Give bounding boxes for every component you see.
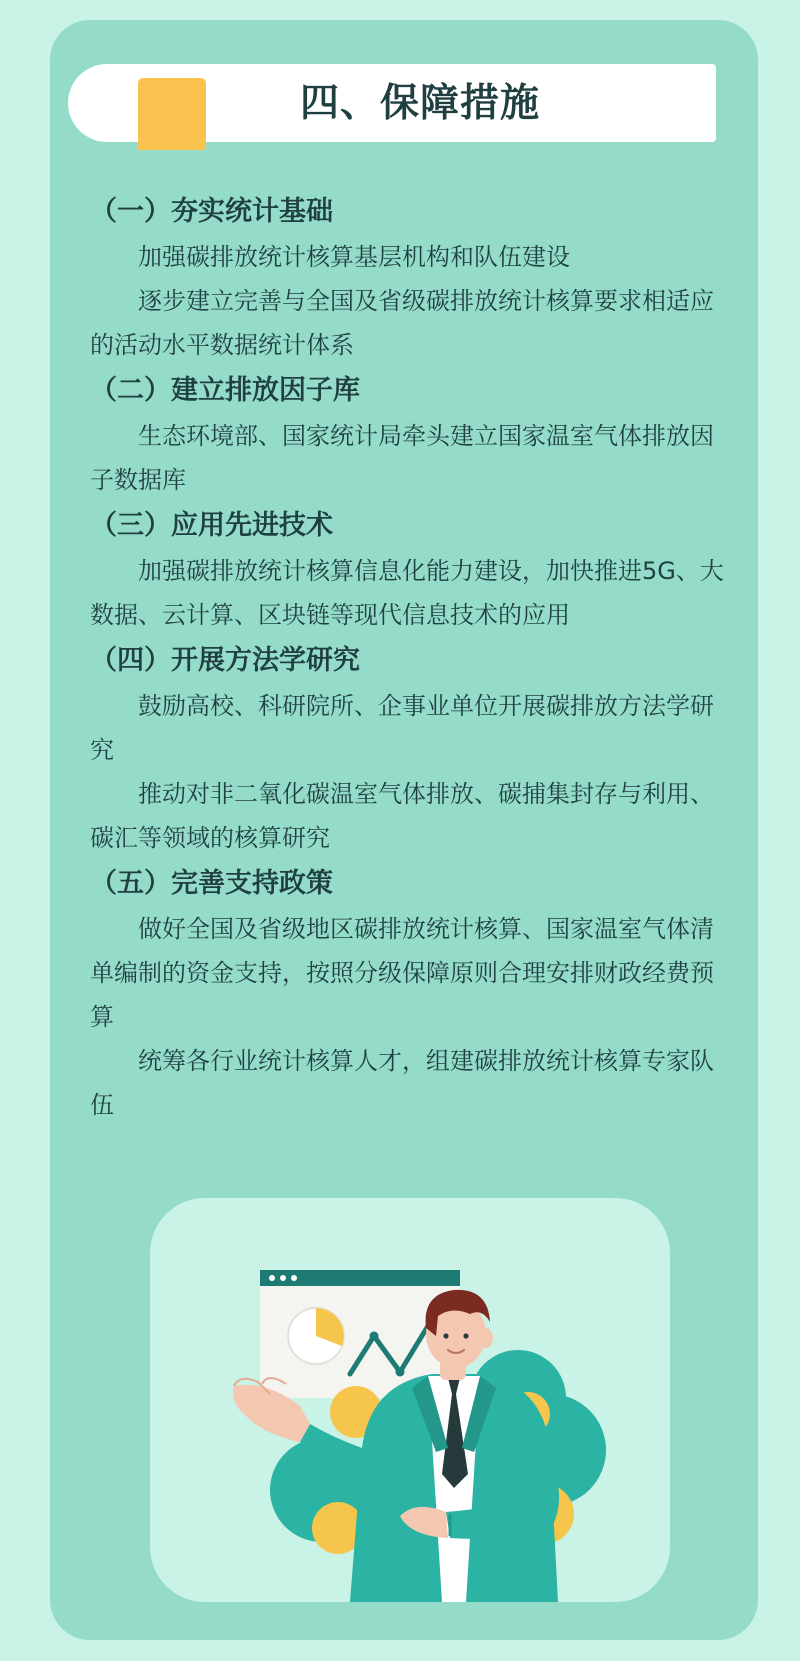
section-paragraph: 逐步建立完善与全国及省级碳排放统计核算要求相适应的活动水平数据统计体系	[90, 287, 714, 359]
section-heading: （五）完善支持政策	[90, 868, 333, 899]
section-2	[90, 367, 726, 502]
section-heading: （二）建立排放因子库	[90, 375, 360, 406]
bookmark-tab-icon	[138, 78, 206, 150]
section-paragraph: 统筹各行业统计核算人才，组建碳排放统计核算专家队伍	[90, 1047, 714, 1119]
measures-content	[90, 188, 726, 1127]
section-3	[90, 502, 726, 637]
section-paragraph: 加强碳排放统计核算信息化能力建设，加快推进5G、大数据、云计算、区块链等现代信息技术的应用	[90, 557, 724, 629]
section-1	[90, 188, 726, 367]
section-5	[90, 860, 726, 1127]
section-paragraph: 推动对非二氧化碳温室气体排放、碳捕集封存与利用、碳汇等领域的核算研究	[90, 780, 714, 852]
section-paragraph: 加强碳排放统计核算基层机构和队伍建设	[138, 243, 570, 271]
business-man-presenting-chart-icon	[150, 1198, 670, 1602]
illustration-frame	[150, 1198, 670, 1602]
section-heading: （四）开展方法学研究	[90, 645, 360, 676]
section-paragraph: 鼓励高校、科研院所、企事业单位开展碳排放方法学研究	[90, 692, 714, 764]
section-4	[90, 637, 726, 860]
section-paragraph: 生态环境部、国家统计局牵头建立国家温室气体排放因子数据库	[90, 422, 714, 494]
section-paragraph: 做好全国及省级地区碳排放统计核算、国家温室气体清单编制的资金支持，按照分级保障原则合理安排财政经费预算	[90, 915, 714, 1031]
section-heading: （一）夯实统计基础	[90, 196, 333, 227]
page-title: 四、保障措施	[299, 80, 540, 126]
section-heading: （三）应用先进技术	[90, 510, 333, 541]
